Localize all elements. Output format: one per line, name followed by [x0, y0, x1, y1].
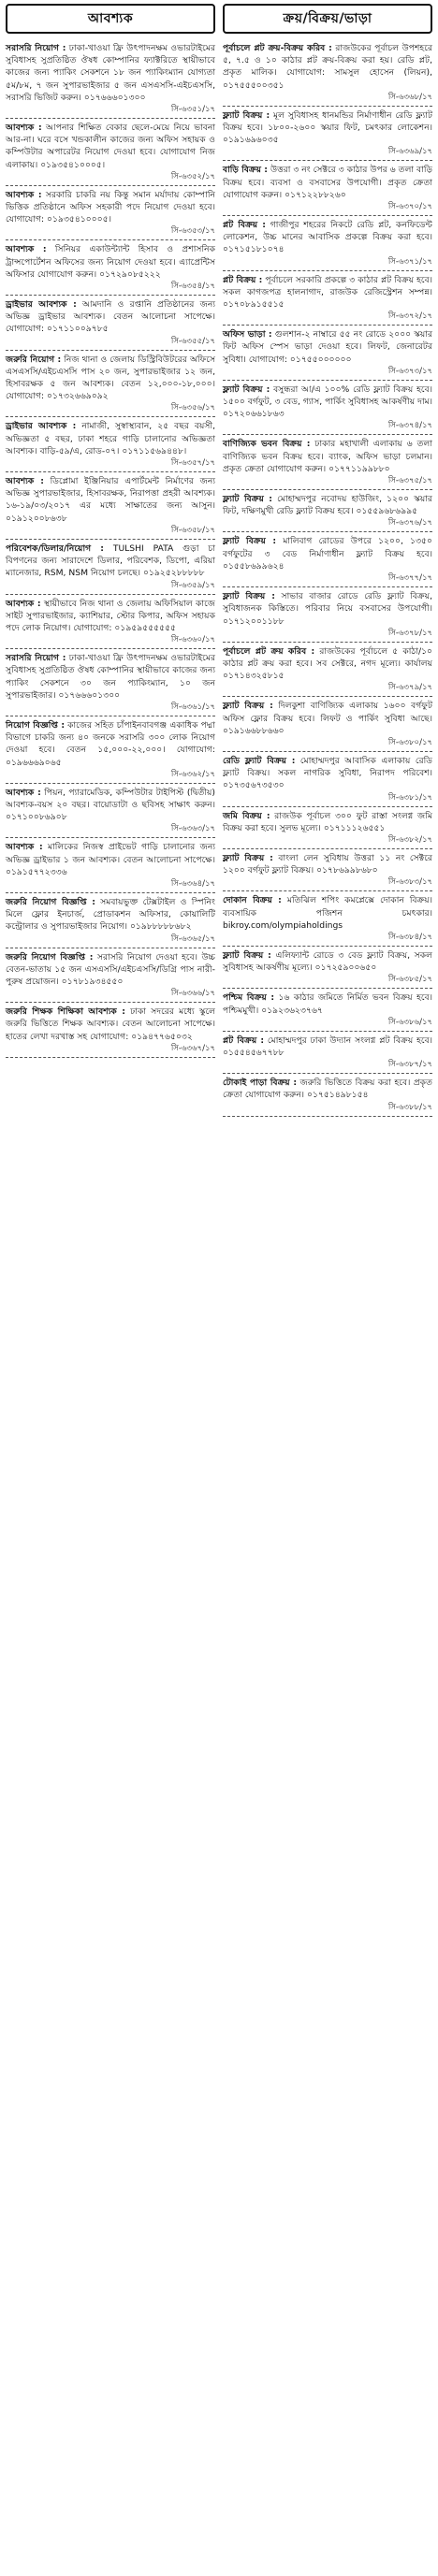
ad-code: সি-৬৩৫৭/১৭: [170, 458, 215, 469]
ad-code: সি-৬৩৭৭/১৭: [387, 573, 432, 584]
ad-code: সি-৬৩৮৭/১৭: [387, 1060, 432, 1070]
ad-title: ফ্ল্যাট বিক্রয় :: [223, 109, 270, 121]
classified-ad: [6, 540, 215, 595]
ad-body: নামাজী, সুস্বাস্থ্যবান, ২৫ বছর বয়সী, অভিজ্ঞতা ৫ বছর, ঢাকা শহরে গাড়ি চালানোর অভিজ্ঞতা আবশ্যক। বাড়ি-৫৯/এ, রোড-০৭। ০১৭১১৫৬৯৪৪৮।: [6, 421, 216, 456]
classified-ad: [6, 838, 215, 893]
ad-code: সি-৬৩৬৮/১৭: [387, 92, 432, 102]
ad-body: দিলকুশা বাণিজ্যিক এলাকায় ১৬০০ বর্গফুট অফিস ফ্লোর বিক্রয় হবে। লিফট ও পার্কিং সুবিধা আছে। ০১৯১৬৬৮৮৬৬০: [223, 701, 433, 736]
classified-ad: [6, 351, 215, 418]
ad-body: সরাসরি নিয়োগ দেওয়া হবে। উচ্চ বেতন-ভাতায় ১৫ জন এসএসসি/এইচএসসি/ডিগ্রি পাস নারী-পুরুষ প্রয়োজন। ০১৭৮১৯৩৪৫৫০: [6, 951, 216, 987]
ad-title: প্লট বিক্রয় :: [223, 220, 266, 231]
classified-ad: [6, 784, 215, 839]
ad-code: সি-৬৩৫৪/১৭: [170, 282, 215, 292]
ad-code: সি-৬৩৫৫/১৭: [170, 336, 215, 346]
classified-ad: [6, 649, 215, 716]
ad-body: ডিপ্লোমা ইঞ্জিনিয়ার এপার্টমেন্ট নির্মাণের জন্য অভিজ্ঞ সুপারভাইজার, হিসাবরক্ষক, নিরাপত্তা প্রহরী আবশ্যক। ১৬-১৯/০৩/২০১৭ এর মধ্যে সাক্ষাতের জন্য আসুন। ০১৯১২০০৮৬৩৮: [6, 476, 215, 524]
ad-body: সিনিয়র একাউন্ট্যান্ট হিসাব ও প্রশাসনিক ট্রান্সপোর্টেশন অফিসের জন্য নিয়োগ দেওয়া হবে। এ্যাপ্রেন্টিস অফিসার যোগাযোগ করুন। ০১৭২৯০৮৫২২২: [6, 244, 215, 280]
ad-code: সি-৬৩৫৮/১৭: [170, 525, 215, 535]
ad-code: সি-৬৩৬০/১৭: [170, 635, 215, 645]
ad-body: গুলশান-২ নাম্বারে ৫৫ নং রোডে ২০০০ স্কয়ার ফিট অফিস স্পেস ভাড়া দেওয়া হবে। লিফট, জেনারেটর সুবিধা। যোগাযোগ: ০১৭৫৫০০০০০০: [223, 329, 433, 365]
ad-body: বাংলা লেন সুবিধায় উত্তরা ১১ নং সেক্টরে ১২০০ বর্গফুট ফ্ল্যাট বিক্রয়। ০১৭৮৬৯৯৮৬৮০: [223, 852, 432, 876]
ad-code: সি-৬৩৭১/১৭: [387, 256, 432, 267]
ad-title: অফিস ভাড়া :: [223, 329, 272, 340]
ad-title: ফ্ল্যাট বিক্রয় :: [223, 852, 273, 863]
ad-title: পূর্বাচলে প্লট ক্রয়-বিক্রয় করিব :: [223, 43, 332, 53]
left-column: [6, 4, 215, 1117]
ad-title: প্লট বিক্রয় :: [223, 274, 263, 285]
classified-ad: [6, 417, 215, 472]
ad-body: এলিফ্যান্ট রোডে ৩ বেড ফ্ল্যাট বিক্রয়, সকল সুবিধাসহ আকর্ষণীয় মূল্যে। ০১৭২৫৯০০৬৫০: [223, 949, 432, 974]
ad-body: মোহাম্মদপুর আবাসিক এলাকায় রেডি ফ্ল্যাট বিক্রয়। সকল নাগরিক সুবিধা, নিরাপদ পরিবেশ। ০১৭৩৫৬৭৩৫৩০: [223, 755, 433, 791]
ad-code: সি-৬৩৫৯/১৭: [170, 580, 215, 590]
left-column-header: আবশ্যক: [6, 4, 215, 34]
ad-code: সি-৬৩৬৭/১৭: [170, 1043, 215, 1053]
ad-code: সি-৬৩৭০/১৭: [387, 202, 432, 212]
classified-ad: [6, 240, 215, 296]
ad-title: আবশ্যক :: [6, 189, 42, 200]
classified-ad: [6, 296, 215, 351]
ad-body: সমবায়ভুক্ত টেক্সটাইল ও স্পিনিং মিলে ফ্লোর ইনচার্জ, প্রোডাকশন অফিসার, কোয়ালিটি কন্ট্রোলার ও সুপারভাইজার নিয়োগ। ০১৯৮৮৮৮৮৬৮২: [6, 896, 215, 933]
ad-title: প্লট বিক্রয় :: [223, 1035, 265, 1046]
ad-code: সি-৬৩৭৯/১৭: [387, 683, 432, 693]
ad-body: রাজউকের পূর্বাচল উপশহরে ৫, ৭.৫ ও ১০ কাঠার প্লট ক্রয়-বিক্রয় করা হয়। রেডি প্লট, প্রকৃত মালিক। যোগাযোগ: সামসুল হোসেন (লিয়ন), ০১৭৫৫৫০০৩৫১: [223, 43, 433, 91]
ad-body: ঢাকা-খাওয়া ফ্রি উৎপাদনক্ষম ওভারটাইমের সুবিধাসহ সুপ্রতিষ্ঠিত ঔষধ কোম্পানির স্থায়ীভাবে কাজের জন্য প্যাকিং সেকশনে ৩০ জন প্যাকিংম্যান, ১০ জন সুপারভাইজার। ০১৭৬৬৬০১৩০০: [6, 653, 215, 701]
ad-code: সি-৬৩৫৩/১৭: [170, 226, 215, 237]
ad-body: পূর্বাচলে সরকারি প্রকল্পে ৩ কাঠার প্লট বিক্রয় হবে। সকল কাগজপত্র হালনাগাদ, রাজউক রেজিস্ট্রেশন সম্পন্ন। ০১৭০৮৯১৫৫১৫: [223, 274, 432, 311]
ad-title: ফ্ল্যাট বিক্রয় :: [223, 701, 273, 712]
ad-code: সি-৬৩৫৬/১৭: [170, 403, 215, 413]
classified-ad: [6, 186, 215, 241]
right-ad-list: [223, 39, 432, 1117]
ad-body: ঢাকা-খাওয়া ফ্রি উৎপাদনক্ষম ওভারটাইমের সুবিধাসহ সুপ্রতিষ্ঠিত ঔষধ কোম্পানির ফ্যাক্টরিতে স্থায়ীভাবে কাজের জন্য প্যাকিং সেকশনে ১৮ জন প্যাকিংম্যান যোগ্যতা ৫ম/৮ম, ৭ জন সুপারভাইজার ৫ জন এসএসসি-এইচএসসি, সরাসরি ভিজিট করুন। ০১৭৬৬৬০১৩০০: [6, 43, 215, 103]
classified-ad: [223, 891, 432, 947]
ad-code: সি-৬৩৭৮/১৭: [387, 628, 432, 638]
ad-title: পশ্চিম বিক্রয় :: [223, 992, 275, 1004]
classified-ad: [6, 893, 215, 948]
ad-body: গাজীপুর শহরের নিকটে রেডি প্লট, কনফিডেন্ট লোকেশন, উচ্চ মানের আবাসিক প্রকল্পে বিক্রয় করা হবে। ০১৭১৫১৮১০৭৪: [223, 220, 432, 255]
ad-title: আবশ্যক :: [6, 842, 43, 853]
classified-ad: [223, 697, 432, 752]
classified-ad: [223, 989, 432, 1031]
classified-ad: [223, 271, 432, 326]
ad-title: আবশ্যক :: [6, 123, 42, 134]
ad-title: বাড়ি বিক্রয় :: [223, 165, 268, 176]
ad-body: জরুরি ভিত্তিতে বিক্রয় করা হবে। প্রকৃত ক্রেতা যোগাযোগ করুন। ০১৭৫১৪৯৮১৫৪: [223, 1078, 433, 1101]
ad-title: ফ্ল্যাট বিক্রয় :: [223, 384, 270, 395]
classified-ad: [6, 39, 215, 119]
right-column-header: ক্রয়/বিক্রয়/ভাড়া: [223, 4, 432, 34]
classified-ad: [223, 849, 432, 891]
ad-title: সরাসরি নিয়োগ :: [6, 653, 66, 664]
ad-code: সি-৬৩৮৪/১৭: [387, 932, 432, 942]
ad-title: সরাসরি নিয়োগ :: [6, 43, 66, 53]
ad-title: আবশ্যক :: [6, 598, 41, 609]
ad-code: সি-৬৩৬৬/১৭: [170, 989, 215, 999]
classified-ad: [223, 216, 432, 271]
ad-code: সি-৬৩৮১/১৭: [387, 792, 432, 803]
ad-title: জরুরি শিক্ষক শিক্ষিকা আবশ্যক :: [6, 1006, 125, 1018]
ad-body: ঢাকা সদরের মধ্যে স্কুলে জরুরি ভিত্তিতে শিক্ষক আবশ্যক। বেতন আলোচনা সাপেক্ষে। হাতের লেখা দরখাস্ত সহ যোগাযোগ: ০১৯৪৭৭৬৫০৩২: [6, 1006, 215, 1042]
classified-ad: [6, 716, 215, 784]
classified-ad: [223, 752, 432, 807]
ad-code: সি-৬৩৬৪/১৭: [170, 878, 215, 889]
ad-title: জরুরি নিয়োগ :: [6, 354, 62, 365]
ad-title: আবশ্যক :: [6, 244, 47, 255]
right-column: [223, 4, 432, 1117]
ad-code: সি-৬৩৭৬/১৭: [387, 518, 432, 528]
classified-ad: [223, 161, 432, 216]
classified-ad: [223, 1032, 432, 1074]
ad-code: সি-৬৩৮৮/১৭: [387, 1102, 432, 1112]
classified-ad: [223, 643, 432, 698]
ad-body: আপনার শিক্ষিত বেকার ছেলে-মেয়ে নিয়ে ভাবনা আর-না। ঘরে বসে খন্ডকালীন কাজের জন্য অফিস সহায়ক ও কম্পিউটার অপারেটর নিয়োগ দেওয়া হবে। যোগাযোগ নিজ এলাকায়। ০১৯৩৫৪১০০০৫।: [6, 123, 216, 170]
ad-code: সি-৬৩৭৫/১৭: [387, 476, 432, 486]
ad-code: সি-৬৩৭২/১৭: [387, 311, 432, 322]
ad-title: ফ্ল্যাট বিক্রয় :: [223, 536, 277, 547]
classified-columns: [6, 4, 432, 1117]
ad-title: ড্রাইভার আবশ্যক :: [6, 299, 77, 311]
ad-body: কাজের সহিত চাঁপাইনবাবগঞ্জ একাধিক পদ্মা বিভাগে চাকরি জন্য ৪০ জনকে সরাসরি ৩০০ লোক নিয়োগ দেওয়া হবে। বেতন ১৫,০০০-২২,০০০। যোগাযোগ: ০১৯৬৬৬৯০৬৫: [6, 719, 215, 768]
classified-ad: [223, 326, 432, 381]
classified-ad: [223, 587, 432, 643]
ad-title: দোকান বিক্রয় :: [223, 895, 282, 906]
ad-body: আমদানি ও রপ্তানি প্রতিষ্ঠানের জন্য অভিজ্ঞ ড্রাইভার আবশ্যক। বেতন আলোচনা সাপেক্ষে। যোগাযোগ: ০১৭১১০০৯৭৮৫: [6, 299, 216, 335]
ad-code: সি-৬৩৬১/১৭: [170, 702, 215, 712]
ad-body: মোহাম্মদপুর নবোদয় হাউজিং, ১২০০ স্কয়ার ফিট, দক্ষিণমুখী রেডি ফ্ল্যাট বিক্রয় হবে। ০১৫৫৯৬৮৬৯৯৫: [223, 494, 432, 517]
ad-code: সি-৬৩৮৬/১৭: [387, 1017, 432, 1027]
classified-ad: [6, 1003, 215, 1058]
ad-title: পরিবেশক/ডিলার/নিয়োগ :: [6, 543, 104, 554]
ad-title: পূর্বাচলে প্লট ক্রয় করিব :: [223, 645, 315, 657]
ad-body: উত্তরা ৩ নং সেক্টরে ৩ কাঠার উপর ৬ তলা বাড়ি বিক্রয় হবে। ব্যবসা ও বসবাসের উপযোগী। প্রকৃত ক্রেতা যোগাযোগ করুন। ০১৭১২২৮৮২৬০: [223, 165, 433, 200]
ad-code: সি-৬৩৮০/১৭: [387, 737, 432, 747]
ad-body: রাজউকের পূর্বাচলে ৫ কাঠা/১০ কাঠার প্লট ক্রয় করা হবে। সব সেক্টরে, নগদ মূল্যে। কার্যালয় ০১৭১৪৩২৫৮১৫: [223, 645, 433, 682]
ad-body: মালিবাগ রোডের উপরে ১২০০, ১৩৫০ বর্গফুটের ৩ বেড নির্মাণাধীন ফ্ল্যাট বিক্রয় হবে। ০১৫৫৮৬৯৯৬২৪: [223, 536, 432, 572]
classified-ad: [223, 947, 432, 989]
ad-code: সি-৬৩৬২/১৭: [170, 769, 215, 779]
classified-ad: [223, 107, 432, 162]
ad-code: সি-৬৩৮৩/১৭: [387, 877, 432, 888]
ad-title: আবশ্যক :: [6, 476, 44, 487]
ad-code: সি-৬৩৮৫/১৭: [387, 975, 432, 985]
classified-ad: [223, 532, 432, 587]
ad-code: সি-৬৩৬৯/১৭: [387, 147, 432, 157]
ad-code: সি-৬৩৭৪/১৭: [387, 421, 432, 431]
ad-body: নিজ থানা ও জেলায় ডিস্ট্রিবিউটরের অফিসে এসএসসি/এইচএসসি পাস ২০ জন, সুপারভাইজার ১২ জন, হিসাবরক্ষক ৫ জন আবশ্যক। বেতন ১২,০০০-১৮,০০০। যোগাযোগ: ০১৭৩২৬৬৯০৯২: [6, 354, 216, 402]
ad-title: জমি বিক্রয় :: [223, 810, 270, 821]
ad-body: মালিকের নিজস্ব প্রাইভেট গাড়ি চালানোর জন্য অভিজ্ঞ ড্রাইভার ১ জন আবশ্যক। বেতন আলোচনা সাপেক্ষে। ০১৯১৫৭৭২৩৩৬: [6, 842, 216, 877]
ad-title: রেডি ফ্ল্যাট বিক্রয় :: [223, 755, 296, 766]
ad-code: সি-৬৩৮২/১৭: [387, 834, 432, 845]
classified-ad: [223, 1074, 432, 1116]
left-ad-list: [6, 39, 215, 1058]
ad-body: ১৬ কাঠার জমিতে নির্মিত ভবন বিক্রয় হবে। পশ্চিমমুখী। ০১৯২৩৬২৩৭৬৭: [223, 992, 432, 1016]
classified-ad: [223, 807, 432, 849]
ad-body: ঢাকার মহাখালী এলাকায় ৬ তলা বাণিজ্যিক ভবন বিক্রয় হবে। ব্যাংক, অফিস ভাড়া চলমান। প্রকৃত ক্রেতা যোগাযোগ করুন। ০১৭৭১১৯৯৮৮০: [223, 439, 433, 474]
ad-title: ফ্ল্যাট বিক্রয় :: [223, 949, 271, 961]
ad-title: বাণিজ্যিক ভবন বিক্রয় :: [223, 439, 311, 450]
classified-ad: [223, 435, 432, 490]
ad-code: সি-৬৩৫২/১৭: [170, 171, 215, 181]
ad-body: মতিঝিল শপিং কমপ্লেক্সে দোকান বিক্রয়। ব্যবসায়িক পজিশন চমৎকার। bikroy.com/olympiaholdings: [223, 895, 433, 931]
classified-ad: [223, 39, 432, 107]
ad-body: রাজউক পূর্বাচল ৩০০ ফুট রাস্তা সংলগ্ন জমি বিক্রয় করা হবে। সুলভ মূল্যে। ০১৭১১১২৬৫৫১: [223, 810, 432, 833]
ad-title: জরুরি নিয়োগ বিজ্ঞপ্তি :: [6, 951, 94, 962]
ad-body: স্থায়ীভাবে নিজ থানা ও জেলায় অফিসিয়াল কাজে সাইট সুপারভাইজার, ক্যাশিয়ার, স্টোর কিপার, অফিস সহায়ক পদে লোক নিয়োগ। যোগাযোগ: ০১৯৫৯৫৫৫৫৫৫: [6, 598, 216, 633]
ad-code: সি-৬৩৬৩/১৭: [170, 824, 215, 834]
classified-ad: [6, 472, 215, 540]
classified-ad: [223, 381, 432, 436]
ad-code: সি-৬৩৭৩/১৭: [387, 366, 432, 376]
ad-body: মূল সুবিধাসহ ধানমন্ডির নির্মাণাধীন রেডি ফ্ল্যাট বিক্রয় হবে। ১৮০০-২৬০০ স্কয়ার ফিট, চমৎকার লোকেশন। ০১৯১৬৯৬০৩৫: [223, 109, 432, 146]
ad-title: আবশ্যক :: [6, 787, 41, 798]
ad-body: মোহাম্মদপুর ঢাকা উদ্যান সংলগ্ন প্লট বিক্রয় হবে। ০১৫৫৪৫৬৭৭৮৮: [223, 1035, 433, 1058]
ad-title: জরুরি নিয়োগ বিজ্ঞপ্তি :: [6, 896, 95, 907]
ad-title: ফ্ল্যাট বিক্রয় :: [223, 591, 275, 602]
ad-title: ফ্ল্যাট বিক্রয় :: [223, 494, 272, 505]
ad-body: সাভার বাজার রোডে রেডি ফ্ল্যাট বিক্রয়, সুবিধাজনক কিস্তিতে। পরিবার নিয়ে বসবাসের উপযোগী। ০১৭১২০০১১৮৮: [223, 591, 432, 627]
ad-body: পিয়ন, প্যারামেডিক, কম্পিউটার টাইপিস্ট (দ্বিতীয়) আবশ্যক-বয়স ২০ বছর। বায়োডাটা ও ছবিসহ সাক্ষাৎ করুন। ০১৭১০০৮৬৯০৮: [6, 787, 216, 823]
ad-code: সি-৬৩৬৫/১৭: [170, 933, 215, 944]
ad-code: সি-৬৩৫১/১৭: [170, 105, 215, 115]
ad-body: বসুন্ধরা আ/এ ১০০% রেডি ফ্ল্যাট বিক্রয় হবে। ১৫০০ বর্গফুট, ৩ বেড, গ্যাস, পার্কিং সুবিধাসহ আকর্ষণীয় দাম। ০১৭২০৬৬১৮৬৩: [223, 384, 432, 420]
classified-ad: [6, 595, 215, 650]
ad-title: ড্রাইভার আবশ্যক :: [6, 421, 77, 432]
classified-ad: [6, 948, 215, 1004]
ad-body: TULSHI PATA গুড়া চা বিপণনের জন্য সারাদেশে ডিলার, পরিবেশক, ডিপো, এরিয়া ম্যানেজার, RSM, NSM নিয়োগ চলছে। ০১৯২৫২৮৮৮৮৮: [6, 543, 215, 579]
classified-ad: [6, 119, 215, 186]
ad-title: টোকাই পাড়া বিক্রয় :: [223, 1078, 298, 1089]
ad-title: নিয়োগ বিজ্ঞপ্তি :: [6, 719, 65, 731]
ad-body: সরকারি চাকরি নয় কিন্তু সমান মর্যাদায় কোম্পানি ভিত্তিক প্রতিষ্ঠানে অফিস সহকারী পদে নিয়োগ দেওয়া হবে। যোগাযোগ: ০১৯৩৫৪১০০০৫।: [6, 189, 215, 225]
classified-ad: [223, 490, 432, 532]
